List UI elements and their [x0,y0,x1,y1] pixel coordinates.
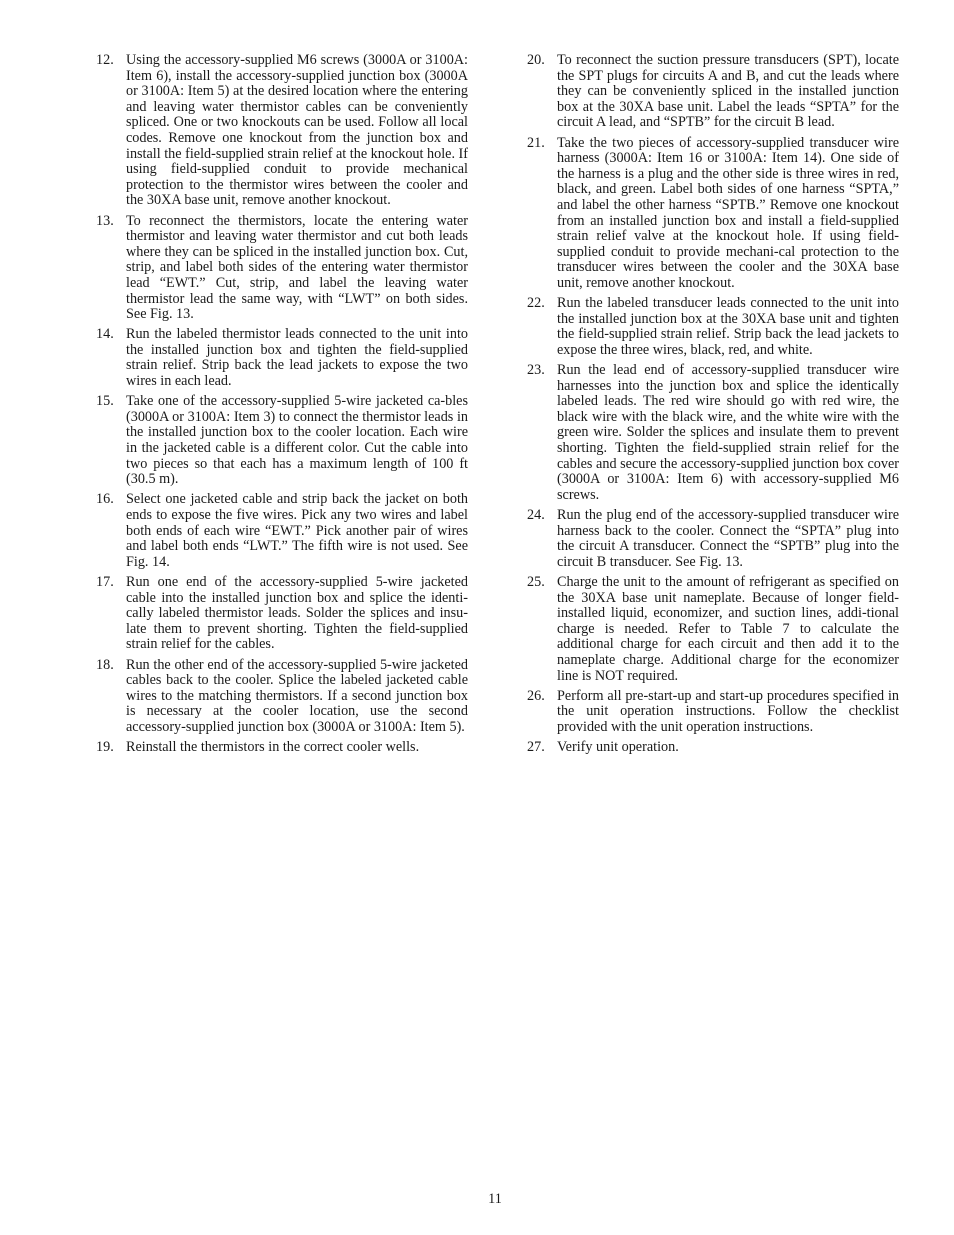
step-text: Run the plug end of the accessory-supplied transducer wire harness back to the cooler. Connect the “SPTA” plug into the circuit A transducer. Connect the “SPTB” plug into the circuit B transducer. See Fig. 13. [557,507,899,570]
step-item [96,575,468,653]
step-text: Take one of the accessory-supplied 5-wire jacketed ca-bles (3000A or 3100A: Item 3) to connect the thermistor leads in the installed junction box to the cooler location. Each wire in the jacketed cable is a different color. Cut the cable into two pieces so that each has a maximum length of 100 ft (30.5 m). [126,393,468,488]
step-item [527,296,899,358]
step-text: Perform all pre-start-up and start-up procedures specified in the unit operation instructions. Follow the checklist provided with the unit operation instructions. [557,687,899,735]
step-text: Run one end of the accessory-supplied 5-wire jacketed cable into the installed junction box and splice the identi-cally labeled thermistor leads. Solder the splices and insu-late them to prevent shorting. Tighten the field-supplied strain relief for the cables. [126,573,468,653]
step-number: 18. [96,656,114,673]
step-text: Run the labeled thermistor leads connected to the unit into the installed junction box and tighten the field-supplied strain relief. Strip back the lead jackets to expose the two wires in each lead. [126,326,468,390]
step-number: 25. [527,573,545,590]
step-number: 22. [527,295,545,312]
step-text: Reinstall the thermistors in the correct cooler wells. [126,739,420,756]
step-item [96,394,468,488]
step-item [96,658,468,736]
step-item [96,214,468,323]
step-number: 26. [527,687,545,704]
step-item [527,363,899,503]
step-text: Run the other end of the accessory-supplied 5-wire jacketed cables back to the cooler. Splice the labeled jacketed cable wires to the matching thermistors. If a second junction box is necessary at the cooler location, use the second accessory-supplied junction box (3000A or 3100A: Item 5). [126,656,468,735]
step-number: 20. [527,52,545,68]
step-item [527,689,899,736]
step-number: 16. [96,491,114,508]
step-number: 21. [527,134,545,151]
step-text: Run the lead end of accessory-supplied transducer wire harnesses into the junction box and splice the identically labeled leads. The red wire should go with red wire, the black wire with the black wire, and the white wire with the green wire. Solder the splices and insulate them to prevent shorting. Tighten the field-supplied strain relief for the cables and secure the accessory-supplied junction box cover (3000A or 3100A: Item 6) with accessory-supplied M6 screws. [557,362,899,503]
step-text: Take the two pieces of accessory-supplied transducer wire harness (3000A: Item 16 or 3100A: Item 14). One side of the harness is a plug and the other side is three wires in red, black, and green. Label both sides of one harness “SPTA,” and label the other harness “SPTB.” Remove one knockout from an installed junction box and install a field-supplied strain relief valve at the knockout hole. If using field-supplied conduit to provide mechani-cal protection to the transducer wires between the cooler and the 30XA base unit, remove another knockout. [557,134,899,291]
left-column-steps [96,53,468,760]
step-text: Select one jacketed cable and strip back the jacket on both ends to expose the five wires. Pick any two wires and label both ends of each wire “EWT.” Pick another pair of wires and label both ends “LWT.” The fifth wire is not used. See Fig. 14. [126,491,468,570]
step-text: To reconnect the suction pressure transducers (SPT), locate the SPT plugs for circuits A and B, and cut the leads where they can be conveniently spliced in the installed junction box at the 30XA base unit. Label the leads “SPTA” for the circuit A lead, and “SPTB” for the circuit B lead. [557,52,899,131]
step-number: 24. [527,507,545,523]
step-number: 27. [527,739,545,756]
step-text: Run the labeled transducer leads connected to the unit into the installed junction box at the 30XA base unit and tighten the field-supplied strain relief. Strip back the lead jackets to expose the three wires, black, red, and white. [557,295,899,358]
step-number: 12. [96,52,114,68]
step-item [96,740,468,756]
step-text: Charge the unit to the amount of refrigerant as specified on the 30XA base unit nameplate. Because of longer field-installed liquid, economizer, and suction lines, addi-tional charge is needed. Refer to Table 7 to calculate the additional charge for each circuit and then add it to the nameplate charge. Additional charge for the economizer line is NOT required. [557,573,899,684]
page-number: 11 [488,1191,502,1207]
step-item [96,53,468,209]
step-number: 17. [96,573,114,590]
right-column-steps [527,53,899,760]
step-text: Verify unit operation. [557,739,679,756]
step-text: Using the accessory-supplied M6 screws (3000A or 3100A: Item 6), install the accessory-supplied junction box (3000A or 3100A: Item 5) at the desired location where the entering and leaving water thermistor cables can be conveniently spliced. One or two knockouts can be used. Follow all local codes. Remove one knockout from the junction box and install the field-supplied strain relief at the knockout hole. If using field-supplied conduit to provide mechanical protection to the thermistor wires between the cooler and the 30XA base unit, remove another knockout. [126,52,468,209]
step-number: 15. [96,393,114,410]
step-item [527,740,899,756]
step-item [527,136,899,292]
step-number: 13. [96,212,114,229]
step-number: 14. [96,326,114,343]
step-item [96,327,468,389]
step-number: 23. [527,362,545,379]
step-number: 19. [96,739,114,756]
step-item [96,492,468,570]
step-item [527,508,899,570]
step-item [527,53,899,131]
step-text: To reconnect the thermistors, locate the entering water thermistor and leaving water thermistor and cut both leads where they can be spliced in the installed junction box. Cut, strip, and label both sides of the entering water thermistor lead “EWT.” Cut, strip, and label the leaving water thermistor lead the same way, with “LWT” on both sides. See Fig. 13. [126,212,468,323]
step-item [527,575,899,684]
